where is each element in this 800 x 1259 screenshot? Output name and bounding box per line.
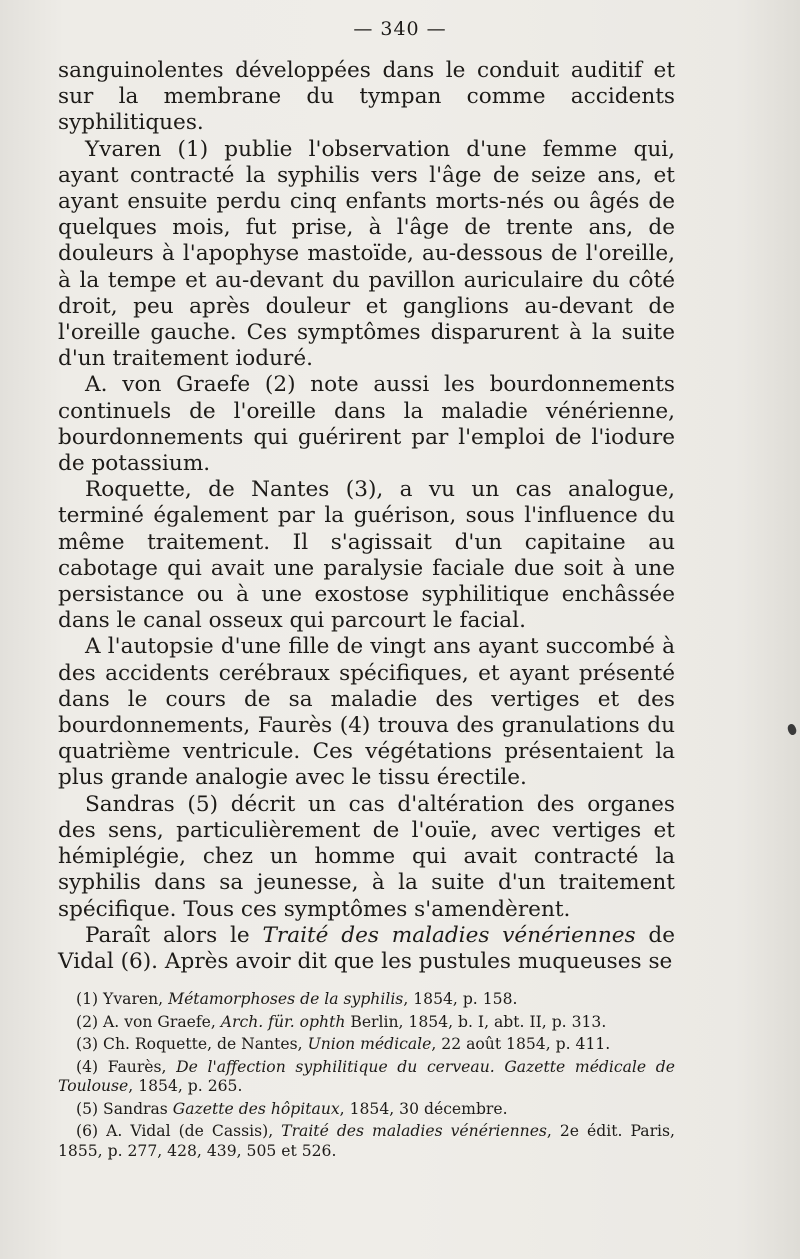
footnote-2-title: Arch. für. ophth [220,1012,346,1031]
paragraph-3: A. von Graefe (2) note aussi les bourdonnements continuels de l'oreille dans la maladie vénérienne, bourdonnements qui guérirent par l'emploi de l'iodure de potassium. [58,372,675,477]
paragraph-7-title: Traité des maladies vénériennes [262,922,636,948]
footnote-6-title: Traité des maladies vénériennes [281,1122,547,1140]
footnote-3-post: , 22 août 1854, p. 411. [431,1035,611,1053]
ink-spot [786,723,798,736]
paragraph-4: Roquette, de Nantes (3), a vu un cas analogue, terminé également par la guérison, sous l'influence du même traitement. Il s'agissait d'un capitaine au cabotage qui avait une paralysie faciale due soit à une persistance ou à une exostose syphilitique enchâssée dans le canal osseux qui parcourt le facial. [58,477,675,634]
footnote-1-title: Métamorphoses de la syphilis [168,990,404,1008]
footnote-2-post: Berlin, 1854, b. I, abt. II, p. 313. [350,1012,607,1031]
footnote-6-post: , 2e édit. Paris, 1855, p. 277, 428, 439, 505 et 526. [58,1122,675,1160]
footnote-1 [58,990,675,1010]
page-number: — 340 — [353,18,447,40]
main-text [58,58,675,975]
footnote-5-title: Gazette des hôpitaux [172,1099,340,1118]
footnote-5 [58,1100,675,1120]
footnote-1-pre: (1) Yvaren, [76,990,164,1008]
footnote-6-pre: (6) A. Vidal (de Cassis), [76,1122,274,1140]
footnote-4-pre: (4) Faurès, [76,1057,167,1076]
paragraph-6: Sandras (5) décrit un cas d'altération des organes des sens, particulièrement de l'ouïe, avec vertiges et hémiplégie, chez un homme qui avait contracté la syphilis dans sa jeunesse, à la suite d'un traitement spécifique. Tous ces symptômes s'amendèrent. [58,791,675,922]
footnote-5-pre: (5) Sandras [76,1099,168,1118]
footnote-5-post: , 1854, 30 décembre. [339,1099,508,1118]
paragraph-1: sanguinolentes développées dans le conduit auditif et sur la membrane du tympan comme accidents syphilitiques. [58,58,675,136]
paragraph-7 [58,923,675,975]
footnote-4 [58,1058,675,1097]
paragraph-7-end: de Vidal (6). Après avoir dit que les pustules muqueuses se [58,922,675,974]
footnote-6 [58,1122,675,1161]
footnote-4-title: De l'affection syphilitique du cerveau. Gazette médicale de Toulouse [58,1057,675,1095]
paragraph-5: A l'autopsie d'une fille de vingt ans ayant succombé à des accidents cerébraux spécifiques, et ayant présenté dans le cours de sa maladie des vertiges et des bourdonnements, Faurès (4) trouva des granulations du quatrième ventricule. Ces végétations présentaient la plus grande analogie avec le tissu érectile. [58,634,675,791]
footnotes [58,990,675,1164]
footnote-3 [58,1035,675,1055]
paragraph-7-start: Paraît alors le [85,922,250,948]
footnote-1-post: , 1854, p. 158. [403,990,518,1008]
footnote-2 [58,1013,675,1033]
footnote-3-pre: (3) Ch. Roquette, de Nantes, [76,1035,303,1053]
footnote-3-title: Union médicale [307,1035,432,1053]
footnote-4-post: , 1854, p. 265. [128,1077,243,1095]
paragraph-2: Yvaren (1) publie l'observation d'une femme qui, ayant contracté la syphilis vers l'âge de seize ans, et ayant ensuite perdu cinq enfants morts-nés ou âgés de quelques mois, fut prise, à l'âge de trente ans, de douleurs à l'apophyse mastoïde, au-dessous de l'oreille, à la tempe et au-devant du pavillon auriculaire du côté droit, peu après douleur et ganglions au-devant de l'oreille gauche. Ces symptômes disparurent à la suite d'un traitement ioduré. [58,136,675,372]
footnote-2-pre: (2) A. von Graefe, [76,1012,216,1031]
